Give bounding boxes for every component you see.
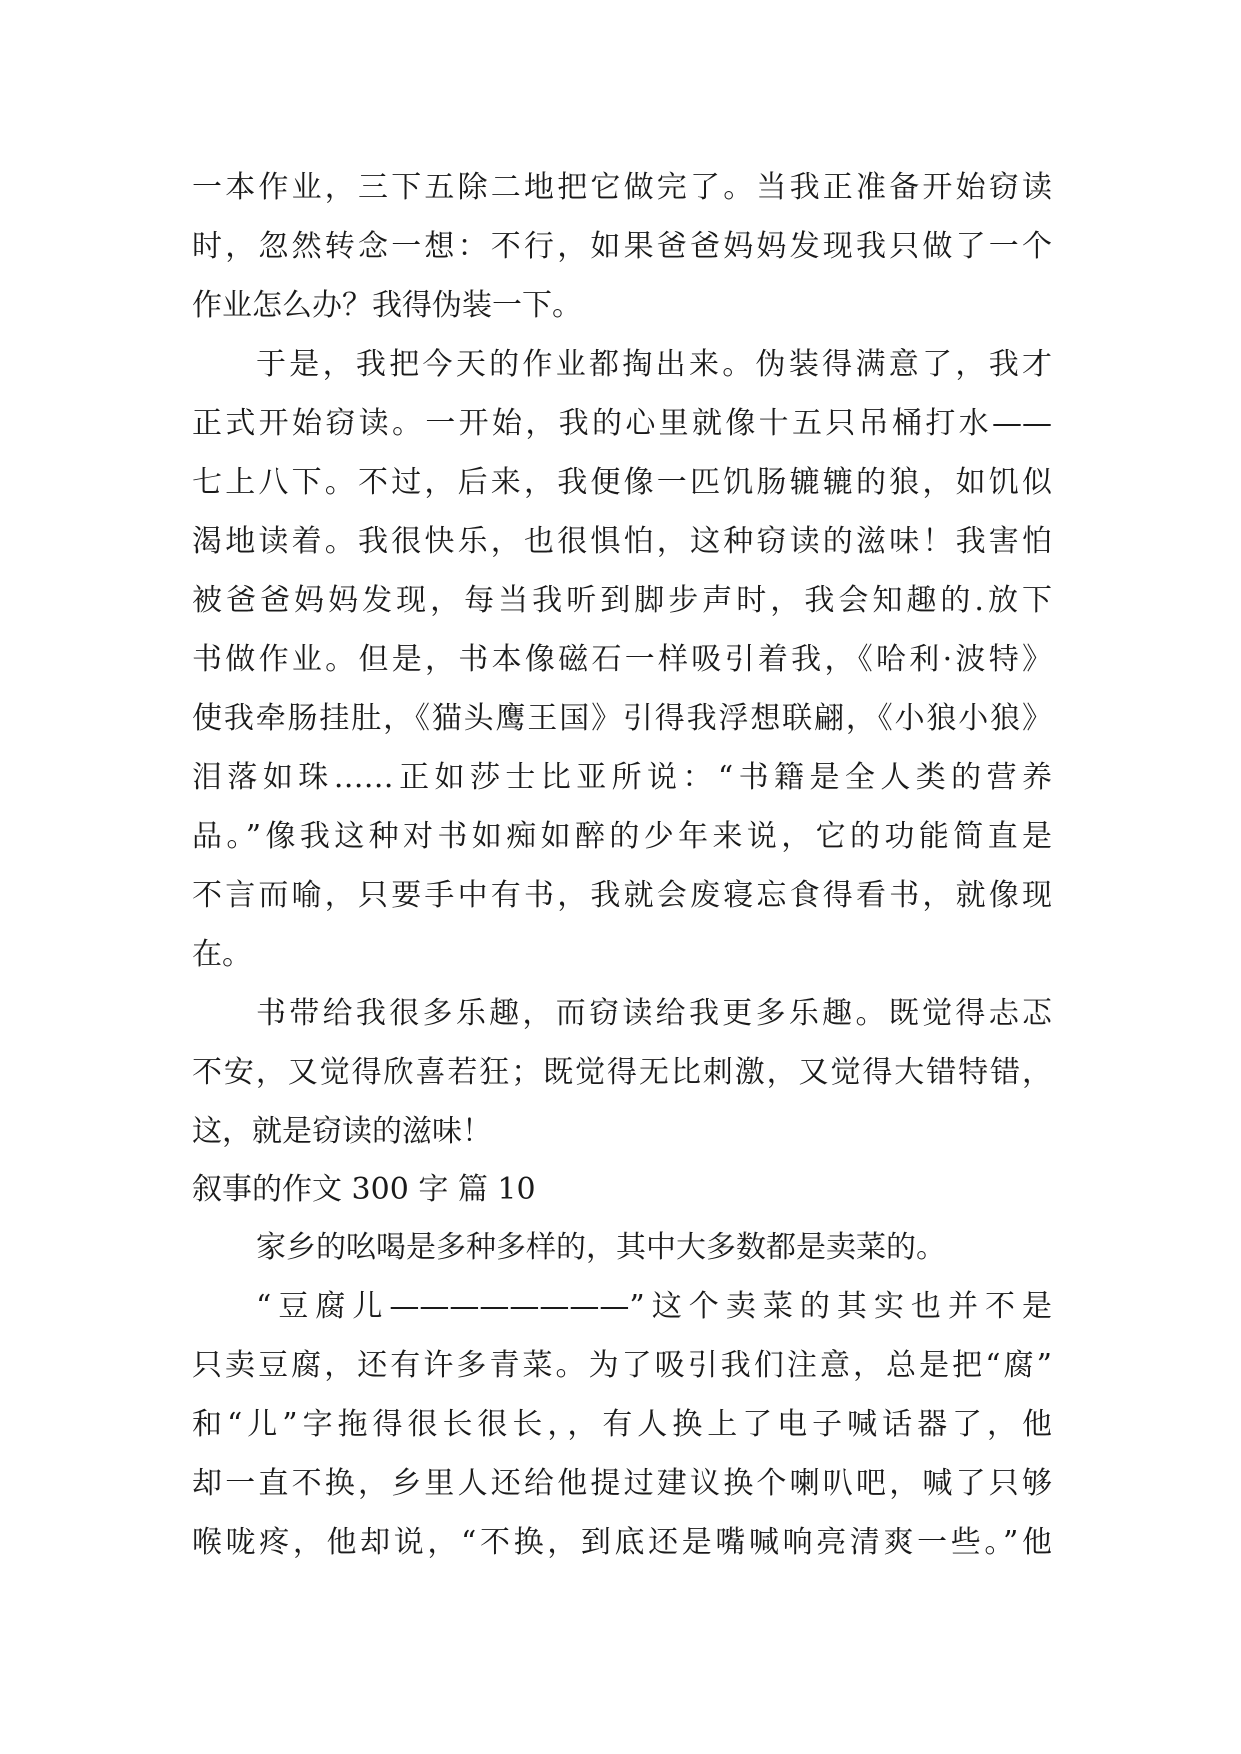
text-line: 书带给我很多乐趣，而窃读给我更多乐趣。既觉得忐忑 (256, 996, 1052, 1031)
text-line: 七上八下。不过，后来，我便像一匹饥肠辘辘的狼，如饥似 (192, 465, 1052, 500)
text-line: 渴地读着。我很快乐，也很惧怕，这种窃读的滋味！我害怕 (192, 524, 1052, 559)
section-heading: 叙事的作文 300 字 篇 10 (192, 1172, 536, 1207)
text-line: 作业怎么办？我得伪装一下。 (192, 288, 582, 323)
text-line: 泪落如珠……正如莎士比亚所说：“书籍是全人类的营养 (192, 760, 1052, 795)
text-line: 正式开始窃读。一开始，我的心里就像十五只吊桶打水—— (192, 406, 1052, 441)
text-line: 喉咙疼，他却说，“不换，到底还是嘴喊响亮清爽一些。”他 (192, 1525, 1052, 1560)
text-line: 书做作业。但是，书本像磁石一样吸引着我，《哈利·波特》 (192, 642, 1052, 677)
text-line: 不安，又觉得欣喜若狂；既觉得无比刺激，又觉得大错特错， (192, 1055, 1052, 1090)
text-line: 于是，我把今天的作业都掏出来。伪装得满意了，我才 (256, 347, 1052, 382)
text-line: 在。 (192, 937, 252, 972)
text-line: 时，忽然转念一想：不行，如果爸爸妈妈发现我只做了一个 (192, 229, 1052, 264)
text-line: 被爸爸妈妈发现，每当我听到脚步声时，我会知趣的.放下 (192, 583, 1052, 618)
text-line: 不言而喻，只要手中有书，我就会废寝忘食得看书，就像现 (192, 878, 1052, 913)
text-line: 品。”像我这种对书如痴如醉的少年来说，它的功能简直是 (192, 819, 1052, 854)
text-line: 这，就是窃读的滋味！ (192, 1114, 492, 1149)
text-line: 一本作业，三下五除二地把它做完了。当我正准备开始窃读 (192, 170, 1052, 205)
text-line: 和“儿”字拖得很长很长，，有人换上了电子喊话器了，他 (192, 1407, 1052, 1442)
document-body (192, 158, 1052, 1572)
text-line: 家乡的吆喝是多种多样的，其中大多数都是卖菜的。 (256, 1230, 946, 1265)
text-line: 使我牵肠挂肚，《猫头鹰王国》引得我浮想联翩，《小狼小狼》 (192, 701, 1052, 736)
text-line: “豆腐儿————————”这个卖菜的其实也并不是 (256, 1289, 1052, 1324)
text-line: 却一直不换，乡里人还给他提过建议换个喇叭吧，喊了只够 (192, 1466, 1052, 1501)
text-line: 只卖豆腐，还有许多青菜。为了吸引我们注意，总是把“腐” (192, 1348, 1052, 1383)
